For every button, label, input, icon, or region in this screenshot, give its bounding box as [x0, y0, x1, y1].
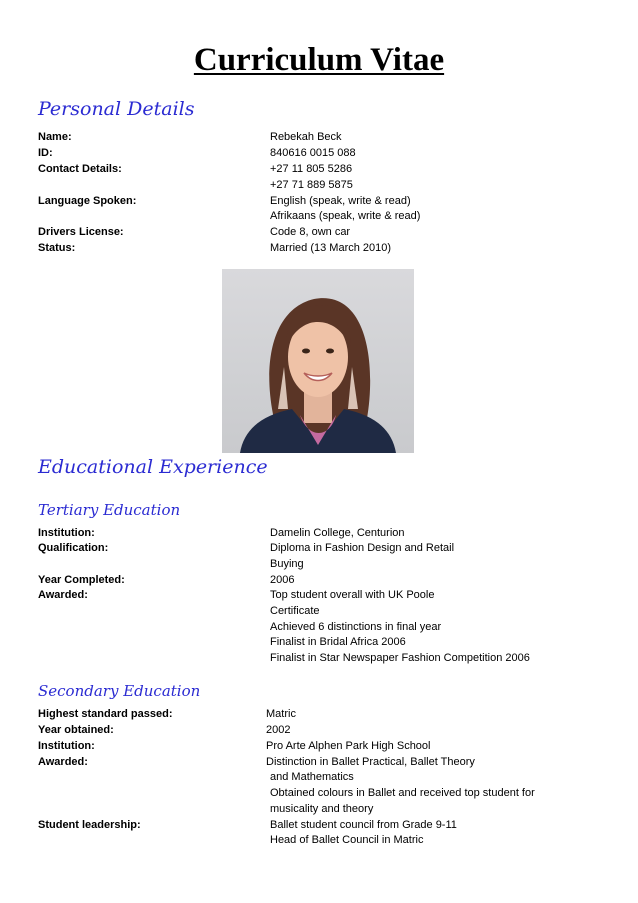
row-value: Head of Ballet Council in Matric: [270, 834, 424, 846]
educational-experience-heading: Educational Experience: [38, 456, 268, 478]
secondary-row: [38, 817, 598, 833]
tertiary-row: [38, 603, 598, 619]
row-label: Drivers License:: [38, 226, 124, 238]
tertiary-row: [38, 572, 598, 588]
tertiary-row: [38, 587, 598, 603]
secondary-row: [38, 706, 598, 722]
row-value: Married (13 March 2010): [270, 242, 392, 254]
tertiary-row: [38, 556, 598, 572]
row-value: and Mathematics: [270, 771, 354, 783]
row-label: Awarded:: [38, 589, 88, 601]
secondary-row: [38, 738, 598, 754]
row-label: Status:: [38, 242, 76, 254]
tertiary-education-heading: Tertiary Education: [38, 501, 181, 519]
personal-row: [38, 129, 598, 145]
row-value: 2006: [270, 574, 295, 586]
row-value: English (speak, write & read): [270, 195, 411, 207]
row-value: 840616 0015 088: [270, 147, 356, 159]
row-label: Language Spoken:: [38, 195, 137, 207]
personal-row: [38, 208, 598, 224]
tertiary-row: [38, 540, 598, 556]
row-label: Year obtained:: [38, 724, 114, 736]
row-label: Name:: [38, 131, 72, 143]
personal-details-heading: Personal Details: [38, 98, 195, 120]
secondary-row: [38, 754, 598, 770]
row-value: Buying: [270, 558, 304, 570]
tertiary-row: [38, 650, 598, 666]
row-value: Distinction in Ballet Practical, Ballet Theory: [266, 756, 475, 768]
personal-row: [38, 177, 598, 193]
row-label: Institution:: [38, 740, 95, 752]
row-value: Code 8, own car: [270, 226, 351, 238]
row-value: +27 71 889 5875: [270, 179, 353, 191]
personal-row: [38, 224, 598, 240]
tertiary-row: [38, 525, 598, 541]
secondary-row: [38, 769, 598, 785]
secondary-row: [38, 832, 598, 848]
personal-row: [38, 161, 598, 177]
secondary-education-heading: Secondary Education: [38, 682, 201, 700]
row-value: Damelin College, Centurion: [270, 527, 405, 539]
row-value: Diploma in Fashion Design and Retail: [270, 542, 455, 554]
row-value: Pro Arte Alphen Park High School: [266, 740, 431, 752]
row-label: Qualification:: [38, 542, 109, 554]
secondary-row: [38, 722, 598, 738]
row-label: Student leadership:: [38, 819, 141, 831]
row-value: Top student overall with UK Poole: [270, 589, 435, 601]
personal-row: [38, 240, 598, 256]
row-value: Afrikaans (speak, write & read): [270, 210, 421, 222]
row-value: Matric: [266, 708, 296, 720]
row-label: ID:: [38, 147, 53, 159]
document-title: Curriculum Vitae: [193, 42, 445, 78]
row-value: 2002: [266, 724, 291, 736]
row-value: +27 11 805 5286: [270, 163, 353, 175]
row-value: Achieved 6 distinctions in final year: [270, 621, 442, 633]
tertiary-row: [38, 634, 598, 650]
profile-photo: [222, 269, 414, 453]
row-label: Year Completed:: [38, 574, 125, 586]
secondary-row: [38, 801, 598, 817]
row-label: Institution:: [38, 527, 95, 539]
row-value: Certificate: [270, 605, 320, 617]
row-value: musicality and theory: [270, 803, 374, 815]
row-label: Awarded:: [38, 756, 88, 768]
secondary-row: [38, 785, 598, 801]
tertiary-row: [38, 619, 598, 635]
row-value: Finalist in Bridal Africa 2006: [270, 636, 406, 648]
row-value: Finalist in Star Newspaper Fashion Competition 2006: [270, 652, 530, 664]
row-value: Rebekah Beck: [270, 131, 342, 143]
portrait-illustration: [222, 269, 414, 453]
row-value: Ballet student council from Grade 9-11: [270, 819, 457, 831]
row-value: Obtained colours in Ballet and received top student for: [270, 787, 535, 799]
personal-row: [38, 193, 598, 209]
personal-row: [38, 145, 598, 161]
row-label: Contact Details:: [38, 163, 122, 175]
row-label: Highest standard passed:: [38, 708, 173, 720]
